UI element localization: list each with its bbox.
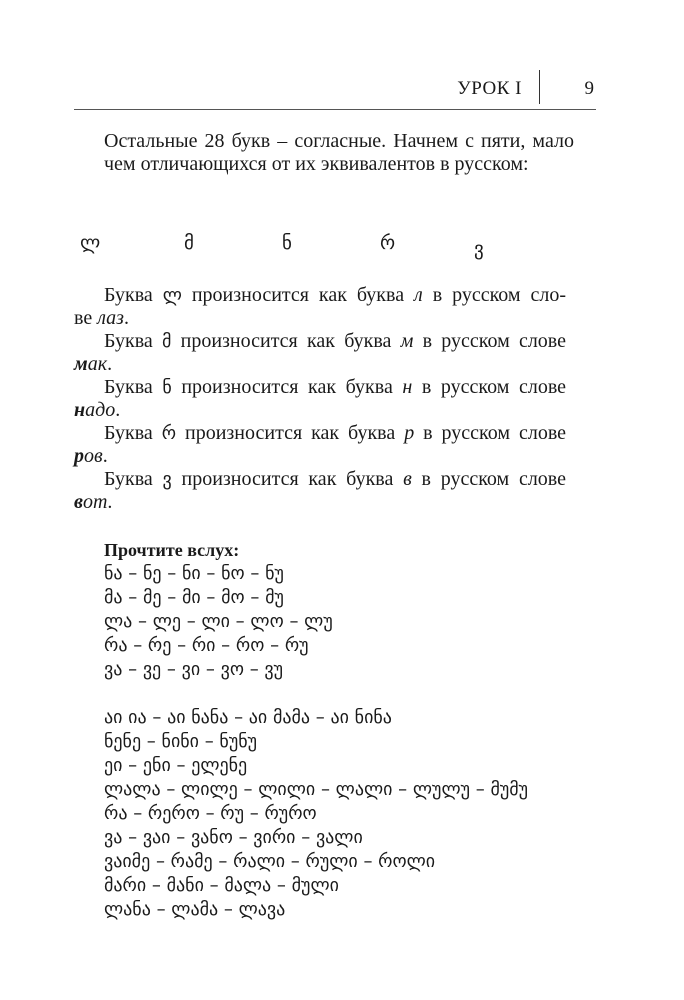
rule-line: [74, 399, 566, 422]
header-separator: [539, 70, 540, 104]
rule-word-suffix: .: [107, 353, 113, 375]
letter-row: [80, 232, 520, 262]
drill-line: ლალა – ლილე – ლილი – ლალი – ლულუ – მუმუ: [104, 779, 529, 800]
rule-word-bold: в: [74, 491, 83, 513]
drill-line: ვა – ვაი – ვანო – ვირი – ვალი: [104, 827, 363, 848]
rule-line: [74, 307, 566, 330]
rule-ra: [74, 422, 567, 468]
drill-line: მა – მე – მი – მო – მუ: [104, 587, 284, 608]
rule-ru-letter: м: [400, 330, 414, 352]
rule-line: [74, 353, 566, 376]
rule-word: лаз: [97, 307, 124, 329]
rule-prefix: Буква: [104, 330, 153, 352]
rule-geo-letter: ნ: [162, 377, 172, 398]
rule-line: [104, 330, 566, 353]
rule-geo-letter: მ: [161, 331, 172, 352]
drill-line: ნენე – ნინი – ნუნუ: [104, 731, 258, 752]
rule-va: [74, 468, 566, 514]
syllable-drill: [104, 562, 333, 682]
drill-line: ვაიმე – რამე – რალი – რული – როლი: [104, 851, 436, 872]
rule-word: от: [82, 491, 108, 513]
rule-prefix: Буква: [104, 422, 153, 444]
rule-word-suffix: .: [115, 399, 121, 421]
rule-middle: произносится как буква: [180, 330, 392, 352]
rule-prefix: Буква: [104, 376, 153, 398]
rule-line: [74, 491, 566, 514]
letter-ra: რ: [380, 232, 396, 254]
drill-line: ვა – ვე – ვი – ვო – ვუ: [104, 659, 284, 680]
rule-middle: произносится как буква: [181, 468, 394, 490]
rule-geo-letter: ვ: [162, 469, 172, 490]
drill-line: ლანა – ლამა – ლავა: [104, 899, 286, 920]
rule-word-suffix: .: [107, 491, 113, 513]
drill-line: ეი – ენი – ელენე: [104, 755, 248, 776]
rule-tail: в русском слове: [423, 422, 567, 444]
rule-word-suffix: .: [123, 307, 129, 329]
rule-ru-letter: н: [402, 376, 413, 398]
rule-line: [74, 445, 566, 468]
rule-word-bold: м: [74, 353, 88, 375]
rule-word: ак: [87, 353, 108, 375]
intro-paragraph: [104, 130, 574, 176]
rule-line: [104, 422, 566, 445]
drill-line: აი ია – აი ნანა – აი მამა – აი ნინა: [104, 707, 392, 728]
letter-va: ვ: [474, 238, 484, 260]
letter-ma: მ: [184, 232, 194, 254]
rule-word: ов: [84, 445, 103, 467]
running-header: [74, 70, 596, 106]
word-drill: [104, 706, 528, 922]
rule-tail: в русском слове: [422, 330, 566, 352]
rule-ma: [74, 330, 566, 376]
exercise-title: Прочтите вслух:: [104, 540, 240, 560]
rule-ru-letter: л: [414, 284, 423, 306]
rule-ru-letter: р: [404, 422, 415, 444]
letter-la: ლ: [80, 232, 101, 254]
intro-text: Остальные 28 букв – согласные. Начнем с пяти, мало чем отличающихся от их эквивалентов в русском:: [104, 130, 574, 175]
rule-la: [74, 284, 567, 330]
drill-line: რა – რე – რი – რო – რუ: [104, 635, 309, 656]
letter-na: ნ: [282, 232, 292, 254]
rule-word: адо: [85, 399, 116, 421]
rule-word-prefix: ве: [74, 307, 93, 329]
rule-geo-letter: ლ: [162, 285, 182, 306]
lesson-title: УРОК I: [457, 78, 522, 99]
header-rule: [74, 109, 596, 110]
letter-rules: [74, 284, 567, 514]
rule-na: [74, 376, 567, 422]
rule-line: [104, 284, 566, 307]
rule-line: [104, 468, 566, 491]
rule-line: [104, 376, 566, 399]
rule-tail: в русском слове: [421, 468, 566, 490]
rule-word-suffix: .: [102, 445, 108, 467]
drill-line: მარი – მანი – მალა – მული: [104, 875, 339, 896]
rule-middle: произносится как буква: [191, 284, 405, 306]
rule-word-bold: р: [74, 445, 84, 467]
drill-line: ნა – ნე – ნი – ნო – ნუ: [104, 563, 284, 584]
rule-ru-letter: в: [403, 468, 412, 490]
rule-word-bold: н: [74, 399, 86, 421]
rule-prefix: Буква: [104, 284, 153, 306]
rule-tail: в русском слове: [421, 376, 567, 398]
rule-prefix: Буква: [104, 468, 153, 490]
drill-line: ლა – ლე – ლი – ლო – ლუ: [104, 611, 333, 632]
page-number: 9: [584, 78, 594, 99]
rule-middle: произносится как буква: [185, 422, 396, 444]
drill-line: რა – რერო – რუ – რურო: [104, 803, 317, 824]
rule-geo-letter: რ: [161, 423, 177, 444]
rule-tail: в русском сло-: [432, 284, 567, 306]
rule-middle: произносится как буква: [181, 376, 393, 398]
